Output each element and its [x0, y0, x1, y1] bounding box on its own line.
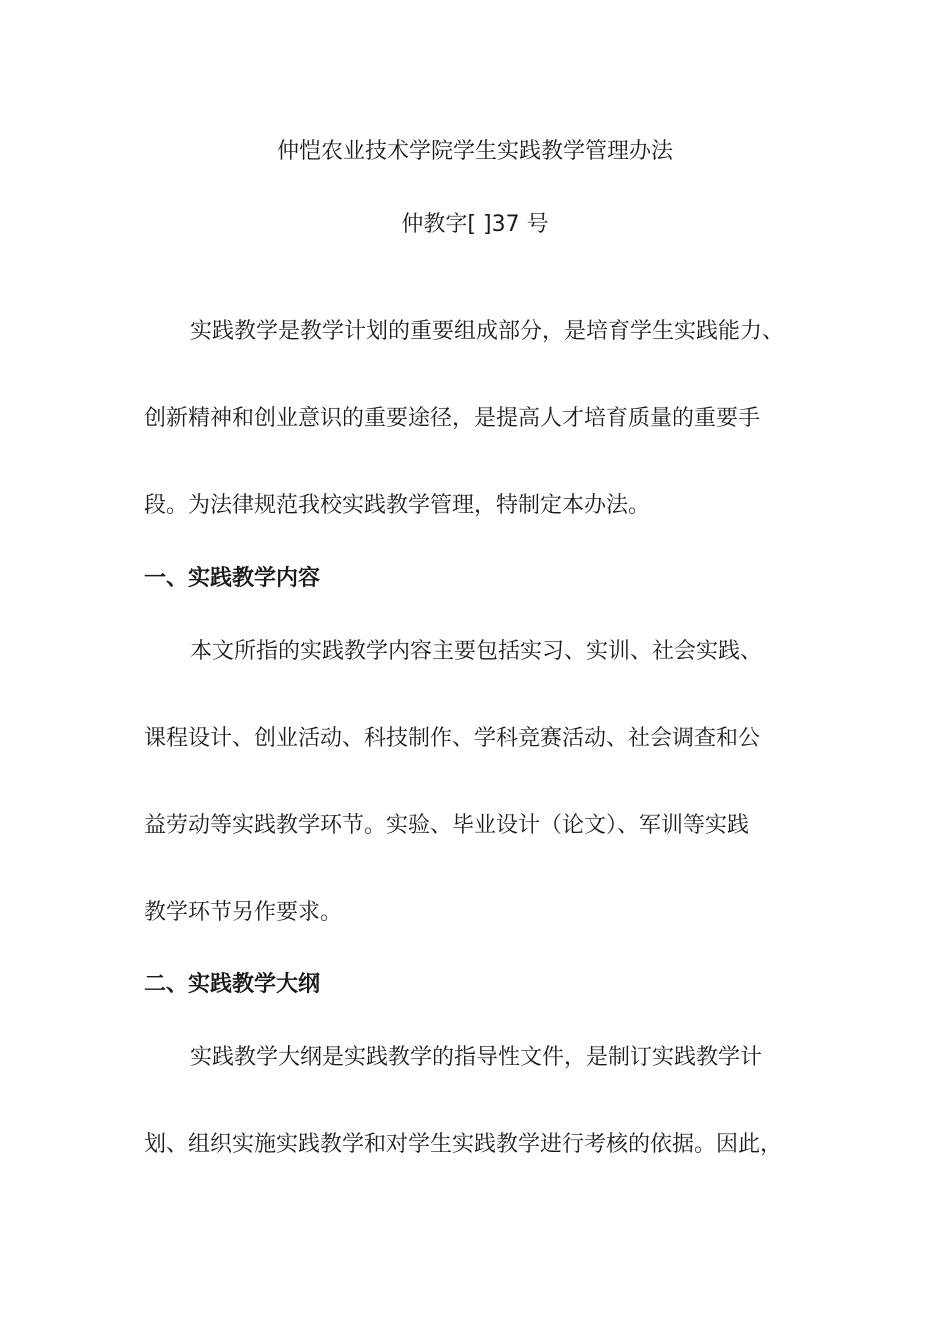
section-1-heading: 一、实践教学内容 — [144, 566, 321, 591]
section-1-line-1: 本文所指的实践教学内容主要包括实习、实训、社会实践、 — [190, 639, 763, 664]
section-1-line-4: 教学环节另作要求。 — [144, 900, 343, 925]
section-2-heading: 二、实践教学大纲 — [144, 972, 321, 997]
intro-line-2: 创新精神和创业意识的重要途径，是提高人才培育质量的重要手 — [144, 406, 761, 431]
document-number: 仲教字[ ]37 号 — [401, 212, 549, 237]
document-title: 仲恺农业技术学院学生实践教学管理办法 — [276, 139, 673, 164]
section-2-line-2: 划、组织实施实践教学和对学生实践教学进行考核的依据。因此， — [144, 1132, 783, 1157]
section-2-line-1: 实践教学大纲是实践教学的指导性文件，是制订实践教学计 — [190, 1045, 763, 1070]
section-1-line-3: 益劳动等实践教学环节。实验、毕业设计（论文）、军训等实践 — [144, 813, 750, 838]
intro-line-1: 实践教学是教学计划的重要组成部分，是培育学生实践能力、 — [190, 319, 785, 344]
intro-line-3: 段。为法律规范我校实践教学管理，特制定本办法。 — [144, 493, 651, 518]
section-1-line-2: 课程设计、创业活动、科技制作、学科竞赛活动、社会调查和公 — [144, 726, 761, 751]
